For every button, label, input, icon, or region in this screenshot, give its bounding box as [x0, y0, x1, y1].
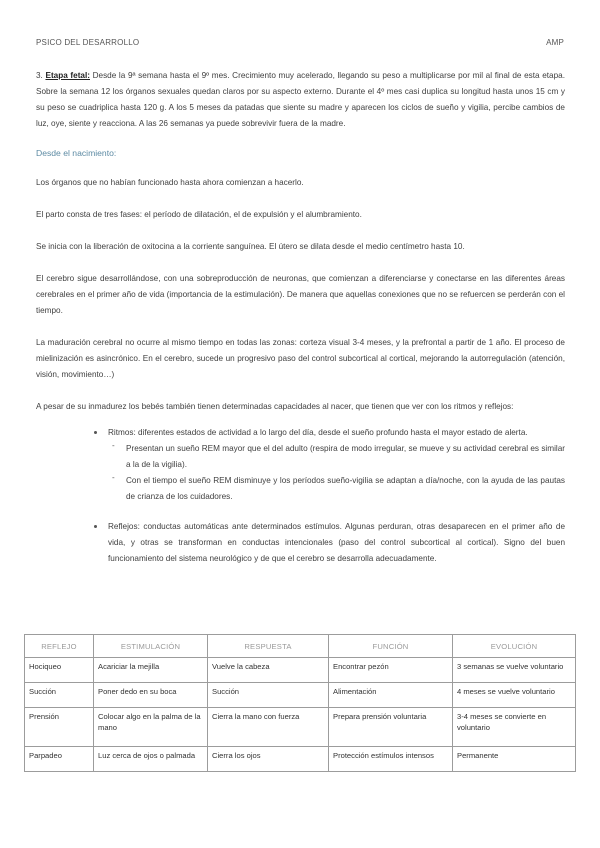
paragraph: El cerebro sigue desarrollándose, con una sobreproducción de neuronas, que comienzan a diferenciarse y conectarse en las diferentes áreas cerebrales en el primer año de vida (importancia de la estimulación). De manera que aquellas conexiones que no se refuercen se perderán con el tiempo. [36, 274, 565, 315]
table-cell: 3 semanas se vuelve voluntario [453, 658, 576, 683]
table-cell: 3-4 meses se convierte en voluntario [453, 708, 576, 747]
table-row [25, 683, 576, 708]
etapa-number: 3. [36, 71, 43, 80]
table-cell: Protección estímulos intensos [329, 747, 453, 772]
table-cell: Succión [208, 683, 329, 708]
table-cell: Vuelve la cabeza [208, 658, 329, 683]
table-cell: Hociqueo [25, 658, 94, 683]
sub-item-text: - Con el tiempo el sueño REM disminuye y los períodos sueño-vigilia se adaptan a día/noche, con la ayuda de las pautas de crianza de los cuidadores. [126, 476, 565, 501]
col-header-reflejo: REFLEJO [25, 635, 94, 658]
ritmos-sublist [108, 441, 565, 505]
table-cell: Luz cerca de ojos o palmada [94, 747, 208, 772]
table-cell: Alimentación [329, 683, 453, 708]
table-row [25, 747, 576, 772]
table-cell: 4 meses se vuelve voluntario [453, 683, 576, 708]
table-row [25, 658, 576, 683]
etapa-title: Etapa fetal: [45, 71, 90, 80]
col-header-estimulacion: ESTIMULACIÓN [94, 635, 208, 658]
header-course-title: PSICO DEL DESARROLLO [36, 38, 140, 47]
table-cell: Prepara prensión voluntaria [329, 708, 453, 747]
document-body [36, 68, 565, 581]
table-cell: Parpadeo [25, 747, 94, 772]
table-header-row [25, 635, 576, 658]
table-cell: Colocar algo en la palma de la mano [94, 708, 208, 747]
bullet-ritmos-text: Ritmos: diferentes estados de actividad a lo largo del día, desde el sueño profundo hasta el mayor estado de alerta. [108, 428, 528, 437]
paragraph: A pesar de su inmadurez los bebés también tienen determinadas capacidades al nacer, que tienen que ver con los ritmos y reflejos: [36, 402, 514, 411]
bullet-ritmos [108, 425, 565, 505]
table-cell: Poner dedo en su boca [94, 683, 208, 708]
col-header-evolucion: EVOLUCIÓN [453, 635, 576, 658]
sub-item [126, 473, 565, 505]
table-cell: Acariciar la mejilla [94, 658, 208, 683]
section-heading: Desde el nacimiento: [36, 148, 117, 158]
bullet-reflejos [108, 519, 565, 567]
paragraph: La maduración cerebral no ocurre al mismo tiempo en todas las zonas: corteza visual 3-4 meses, y la prefrontal a partir de 1 año. El proceso de mielinización es asincrónico. En el cerebro, sucede un progresivo paso del control subcortical al cortical, mejorando la autorregulación (atención, visión, movimiento…) [36, 338, 565, 379]
table-cell: Cierra la mano con fuerza [208, 708, 329, 747]
etapa-text: Desde la 9ª semana hasta el 9º mes. Crecimiento muy acelerado, llegando su peso a multiplicarse por mil al final de esta etapa. Sobre la semana 12 los órganos sexuales quedan claros por su aspecto externo. Durante el 4º mes casi duplica su longitud hasta unos 15 cm y su peso se cuadriplica hasta 120 g. A los 5 meses da patadas que siente su madre y aparecen los ciclos de sueño y vigilia, percibe cambios de luz, oye, siente y reacciona. A las 26 semanas ya puede sobrevivir fuera de la madre. [36, 71, 565, 128]
table-row [25, 708, 576, 747]
sub-item [126, 441, 565, 473]
page-header [36, 38, 564, 47]
col-header-respuesta: RESPUESTA [208, 635, 329, 658]
paragraph: El parto consta de tres fases: el período de dilatación, el de expulsión y el alumbramiento. [36, 210, 362, 219]
bullet-reflejos-text: Reflejos: conductas automáticas ante determinados estímulos. Algunas perduran, otras desaparecen en el primer año de vida, y otras se transforman en conductas intencionales (paso del control subcortical al cortical). Signo del buen funcionamiento del sistema neurológico y de que el cerebro se desarrolla adecuadamente. [108, 522, 565, 563]
sub-item-text: - Presentan un sueño REM mayor que el del adulto (respira de modo irregular, se mueve y su actividad cerebral es similar a la de la vigilia). [126, 444, 565, 469]
header-initials: AMP [546, 38, 564, 47]
col-header-funcion: FUNCIÓN [329, 635, 453, 658]
table-cell: Succión [25, 683, 94, 708]
paragraph: Se inicia con la liberación de oxitocina a la corriente sanguínea. El útero se dilata desde el medio centímetro hasta 10. [36, 242, 465, 251]
etapa-fetal-paragraph [36, 68, 565, 132]
table-cell: Prensión [25, 708, 94, 747]
reflexes-table [24, 634, 576, 772]
bullet-list [36, 425, 565, 567]
table-cell: Cierra los ojos [208, 747, 329, 772]
table-cell: Encontrar pezón [329, 658, 453, 683]
paragraph: Los órganos que no habían funcionado hasta ahora comienzan a hacerlo. [36, 178, 304, 187]
table-cell: Permanente [453, 747, 576, 772]
